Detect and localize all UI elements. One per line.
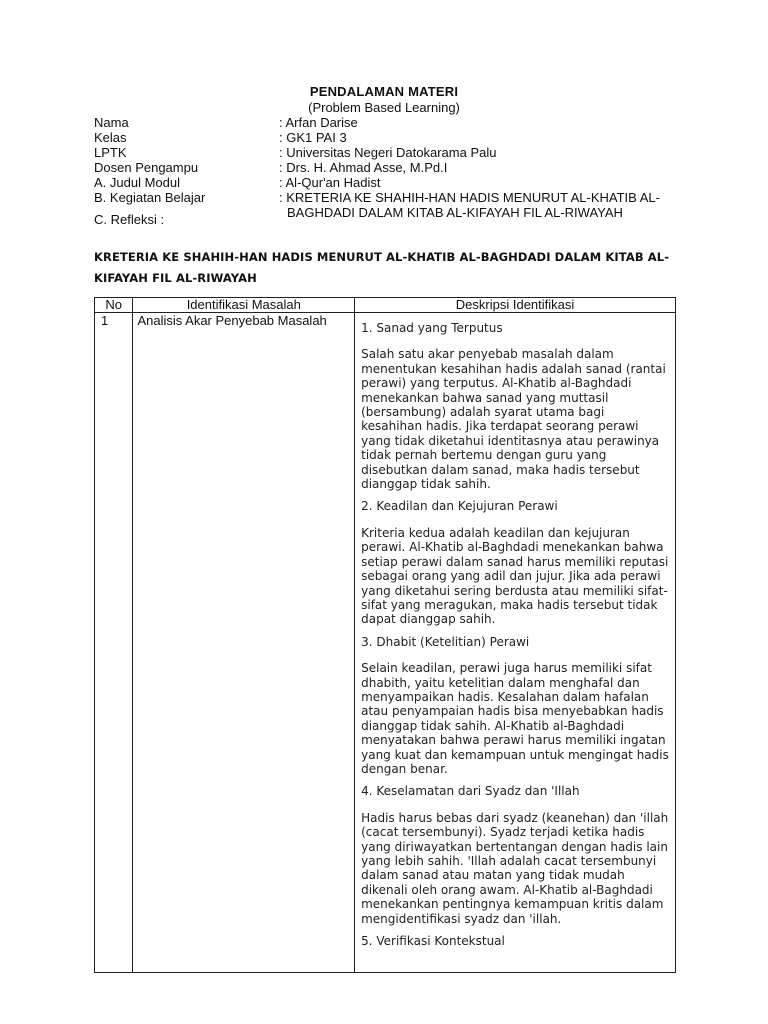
meta-label: Nama [94,115,129,130]
meta-row-kegiatan-belajar [94,190,687,220]
meta-value: : Universitas Negeri Datokarama Palu [279,145,497,160]
document-subtitle: (Problem Based Learning) [308,100,460,115]
meta-row-lptk [94,145,687,160]
header-no: No [95,298,133,313]
meta-row-dosen [94,160,687,175]
item-body: Kriteria kedua adalah keadilan dan kejujuran perawi. Al-Khatib al-Baghdadi menekankan bahwa setiap perawi dalam sanad harus memiliki reputasi sebagai orang yang adil dan jujur. Jika ada perawi yang diketahui sering berdusta atau memiliki sifat-sifat yang meragukan, maka hadis tersebut tidak dapat dianggap sahih. [361,525,669,627]
meta-label: B. Kegiatan Belajar [94,190,206,205]
meta-label: Kelas [94,130,127,145]
meta-label: LPTK [94,145,127,160]
meta-row-kelas [94,130,687,145]
meta-label: A. Judul Modul [94,175,180,190]
header-deskripsi: Deskripsi Identifikasi [355,298,676,313]
item-title: 5. Verifikasi Kontekstual [361,934,505,949]
item-body: Selain keadilan, perawi juga harus memiliki sifat dhabith, yaitu ketelitian dalam menghafal dan menyampaikan hadis. Kesalahan dalam hafalan atau penyampaian hadis bisa menyebabkan hadis dianggap tidak sahih. Al-Khatib al-Baghdadi menyatakan bahwa perawi harus memiliki ingatan yang kuat dan kemampuan untuk mengingat hadis dengan benar. [361,661,669,776]
meta-value: : Al-Qur'an Hadist [279,175,381,190]
table-row [95,313,676,973]
refleksi-label: C. Refleksi : [94,212,165,227]
meta-value: : Drs. H. Ahmad Asse, M.Pd.I [279,160,448,175]
document-title: PENDALAMAN MATERI [309,84,459,99]
section-heading: KRETERIA KE SHAHIH-HAN HADIS MENURUT AL-KHATIB AL-BAGHDADI DALAM KITAB AL-KIFAYAH FIL AL-RIWAYAH [94,250,670,285]
identity-block [94,115,687,220]
meta-value: : KRETERIA KE SHAHIH-HAN HADIS MENURUT AL-KHATIB AL-BAGHDADI DALAM KITAB AL-KIFAYAH FIL AL-RIWAYAH [279,190,660,220]
item-title: 4. Keselamatan dari Syadz dan 'Illah [361,784,580,799]
item-title: 2. Keadilan dan Kejujuran Perawi [361,499,558,514]
cell-no: 1 [95,313,133,973]
item-body: Salah satu akar penyebab masalah dalam menentukan kesahihan hadis adalah sanad (rantai perawi) yang terputus. Al-Khatib al-Baghdadi menekankan bahwa sanad yang muttasil (bersambung) adalah syarat utama bagi kesahihan hadis. Jika terdapat seorang perawi yang tidak diketahui identitasnya atau perawinya tidak pernah bertemu dengan guru yang disebutkan dalam sanad, maka hadis tersebut dianggap tidak sahih. [361,347,666,492]
meta-value: : GK1 PAI 3 [279,130,347,145]
item-title: 3. Dhabit (Ketelitian) Perawi [361,634,530,649]
item-body: Hadis harus bebas dari syadz (keanehan) dan 'illah (cacat tersembunyi). Syadz terjadi ketika hadis yang diriwayatkan bertentangan dengan hadis lain yang lebih sahih. 'Illah adalah cacat tersembunyi dalam sanad atau matan yang tidak mudah dikenali oleh orang awam. Al-Khatib al-Baghdadi menekankan pentingnya kemampuan kritis dalam mengidentifikasi syadz dan 'illah. [361,810,669,926]
header-identifikasi: Identifikasi Masalah [133,298,355,313]
cell-identifikasi: Analisis Akar Penyebab Masalah [133,313,355,973]
meta-row-judul-modul [94,175,687,190]
meta-row-nama [94,115,687,130]
item-title: 1. Sanad yang Terputus [361,321,503,335]
meta-value: : Arfan Darise [279,115,358,130]
table-header-row [95,298,676,313]
cell-deskripsi [355,313,676,973]
meta-label: Dosen Pengampu [94,160,199,175]
identification-table [94,297,676,973]
